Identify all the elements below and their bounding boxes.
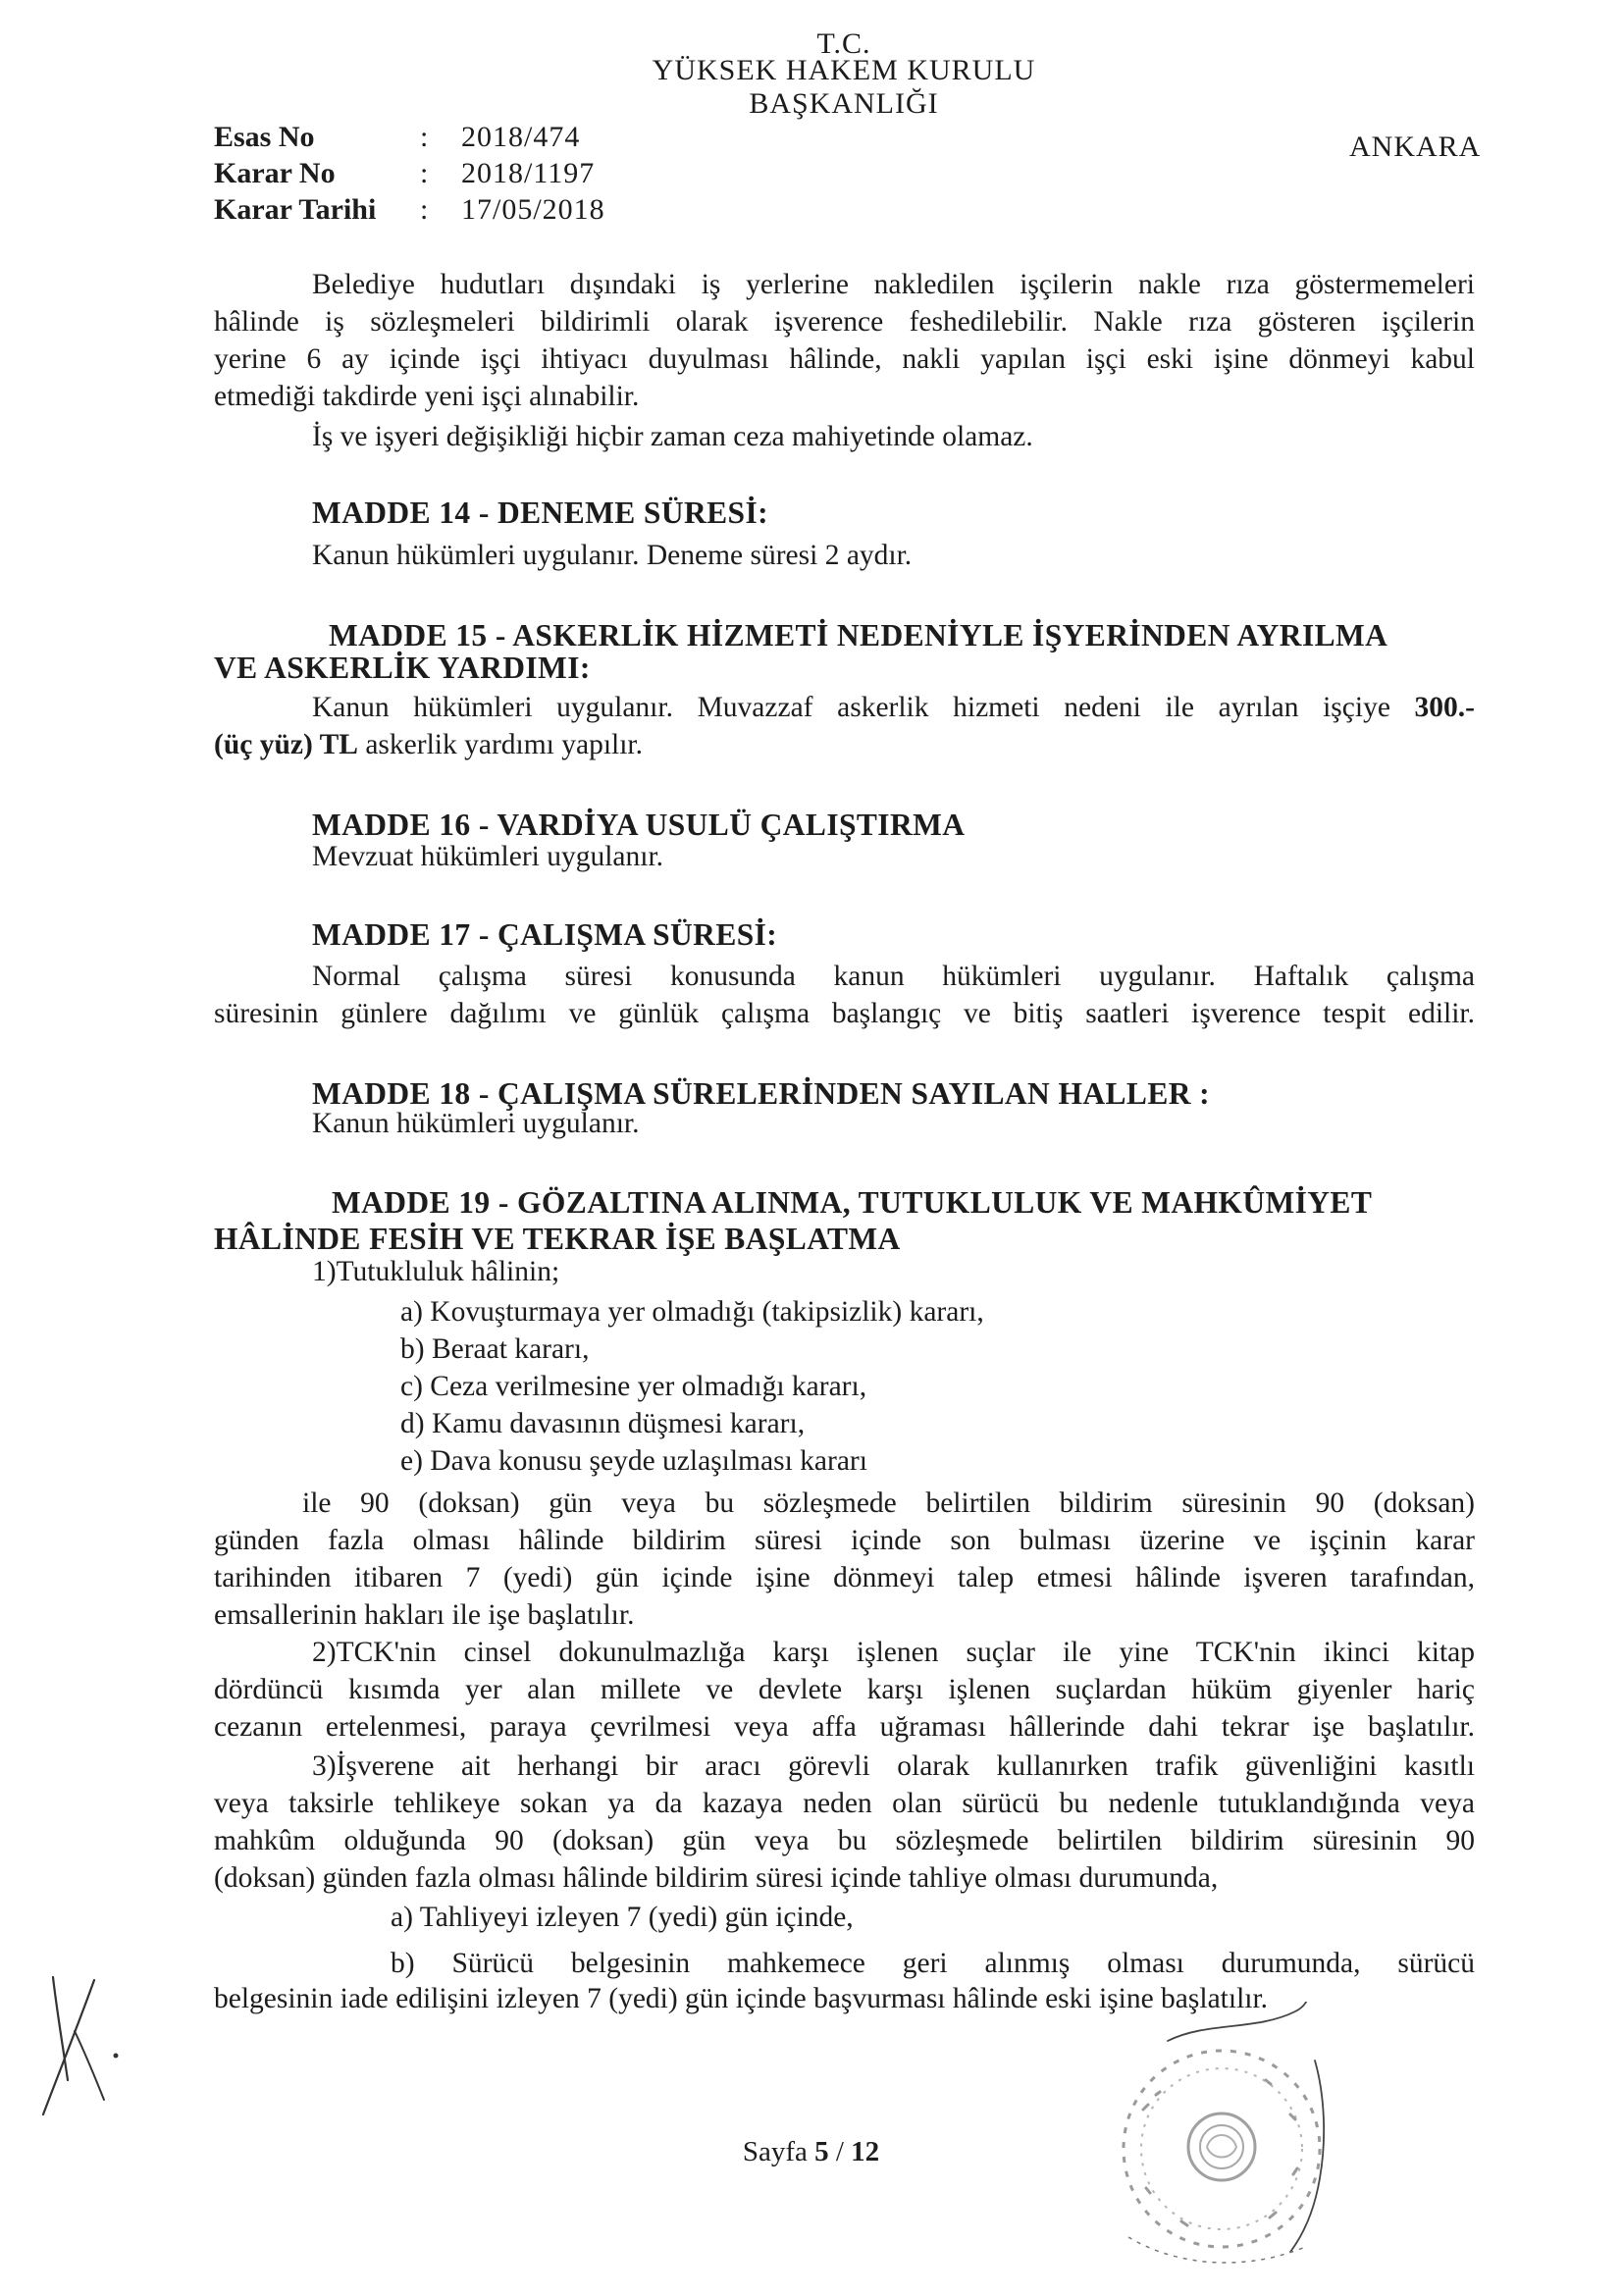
section-text: dördüncü kısımda yer alan millete ve devlete karşı işlenen suçlardan hüküm giyenler hariç: [214, 1674, 1475, 1705]
meta-colon: :: [420, 193, 429, 226]
section-text: 1)Tutukluluk hâlinin;: [312, 1256, 560, 1287]
list-item: c) Ceza verilmesine yer olmadığı kararı,: [400, 1371, 867, 1402]
meta-label-karar-tarihi: Karar Tarihi: [214, 193, 377, 226]
section-title-madde-15-cont: VE ASKERLİK YARDIMI:: [214, 651, 591, 685]
official-seal: [1070, 2002, 1393, 2296]
header-institution: YÜKSEK HAKEM KURULU: [652, 54, 1036, 86]
section-text: 2)TCK'nin cinsel dokunulmazlığa karşı işlenen suçlar ile yine TCK'nin ikinci kitap: [312, 1637, 1475, 1668]
section-text: günden fazla olması hâlinde bildirim süresi içinde son bulması üzerine ve işçinin karar: [214, 1525, 1475, 1556]
intro-line: İş ve işyeri değişikliği hiçbir zaman ceza mahiyetinde olamaz.: [312, 421, 1033, 452]
meta-value-karar-tarihi: 17/05/2018: [461, 193, 605, 226]
meta-value-karar: 2018/1197: [461, 157, 596, 189]
section-title-madde-19-cont: HÂLİNDE FESİH VE TEKRAR İŞE BAŞLATMA: [214, 1222, 901, 1256]
intro-line: yerine 6 ay içinde işçi ihtiyacı duyulması hâlinde, nakli yapılan işçi eski işine dönmeyi kabul: [214, 343, 1475, 375]
section-title-madde-17: MADDE 17 - ÇALIŞMA SÜRESİ:: [312, 917, 778, 952]
list-item: a) Tahliyeyi izleyen 7 (yedi) gün içinde,: [391, 1902, 854, 1933]
intro-line: hâlinde iş sözleşmeleri bildirimli olarak işverence feshedilebilir. Nakle rıza gösteren işçilerin: [214, 306, 1475, 338]
section-text: Mevzuat hükümleri uygulanır.: [312, 841, 664, 872]
list-item: d) Kamu davasının düşmesi kararı,: [400, 1408, 806, 1439]
section-text: Kanun hükümleri uygulanır.: [312, 1108, 640, 1139]
intro-line: Belediye hudutları dışındaki iş yerlerine nakledilen işçilerin nakle rıza göstermemeleri: [312, 269, 1475, 300]
list-item: b) Beraat kararı,: [400, 1333, 590, 1365]
meta-label-esas: Esas No: [214, 121, 315, 153]
section-text: Normal çalışma süresi konusunda kanun hükümleri uygulanır. Haftalık çalışma: [312, 961, 1475, 992]
meta-value-esas: 2018/474: [461, 121, 581, 153]
section-text: Kanun hükümleri uygulanır. Muvazzaf askerlik hizmeti nedeni ile ayrılan işçiye 300.-: [312, 692, 1475, 723]
signature-mark: [35, 1962, 124, 2119]
section-text: mahkûm olduğunda 90 (doksan) gün veya bu sözleşmede belirtilen bildirim süresinin 90: [214, 1825, 1475, 1856]
section-text: veya taksirle tehlikeye sokan ya da kazaya neden olan sürücü bu nedenle tutuklandığında veya: [214, 1788, 1475, 1819]
section-text: Kanun hükümleri uygulanır. Deneme süresi 2 aydır.: [312, 540, 913, 571]
section-title-madde-15: MADDE 15 - ASKERLİK HİZMETİ NEDENİYLE İŞYERİNDEN AYRILMA: [329, 618, 1388, 652]
list-item: e) Dava konusu şeyde uzlaşılması kararı: [400, 1445, 867, 1477]
header-city: ANKARA: [1349, 130, 1482, 163]
section-title-madde-18: MADDE 18 - ÇALIŞMA SÜRELERİNDEN SAYILAN HALLER :: [312, 1076, 1211, 1111]
header-tc: T.C.: [816, 27, 871, 60]
section-text: emsallerinin hakları ile işe başlatılır.: [214, 1599, 635, 1631]
section-text: 3)İşverene ait herhangi bir aracı görevli olarak kullanırken trafik güvenliğini kasıtlı: [312, 1750, 1475, 1782]
meta-colon: :: [420, 121, 429, 153]
section-text: cezanın ertelenmesi, paraya çevrilmesi veya affa uğraması hâllerinde dahi tekrar işe başlatılır.: [214, 1711, 1475, 1743]
section-text: ile 90 (doksan) gün veya bu sözleşmede belirtilen bildirim süresinin 90 (doksan): [302, 1487, 1475, 1519]
section-title-madde-16: MADDE 16 - VARDİYA USULÜ ÇALIŞTIRMA: [312, 808, 966, 842]
section-title-madde-19: MADDE 19 - GÖZALTINA ALINMA, TUTUKLULUK VE MAHKÛMİYET: [332, 1185, 1373, 1220]
list-item: a) Kovuşturmaya yer olmadığı (takipsizlik) kararı,: [400, 1296, 984, 1328]
header-presidency: BAŞKANLIĞI: [749, 87, 939, 120]
section-title-madde-14: MADDE 14 - DENEME SÜRESİ:: [312, 496, 769, 530]
page-number: Sayfa 5 / 12: [742, 2136, 880, 2167]
section-text: süresinin günlere dağılımı ve günlük çalışma başlangıç ve bitiş saatleri işverence tespit edilir.: [214, 998, 1475, 1029]
section-text: tarihinden itibaren 7 (yedi) gün içinde işine dönmeyi talep etmesi hâlinde işveren tarafından,: [214, 1562, 1475, 1593]
meta-colon: :: [420, 157, 429, 189]
intro-line: etmediği takdirde yeni işçi alınabilir.: [214, 381, 640, 412]
list-item: b) Sürücü belgesinin mahkemece geri alınmış olması durumunda, sürücü: [391, 1948, 1475, 1979]
section-text: (doksan) günden fazla olması hâlinde bildirim süresi içinde tahliye olması durumunda,: [214, 1862, 1219, 1894]
section-text: belgesinin iade edilişini izleyen 7 (yedi) gün içinde başvurması hâlinde eski işine başlatılır.: [214, 1983, 1269, 2014]
meta-label-karar: Karar No: [214, 157, 336, 189]
section-text: (üç yüz) TL askerlik yardımı yapılır.: [214, 729, 643, 760]
